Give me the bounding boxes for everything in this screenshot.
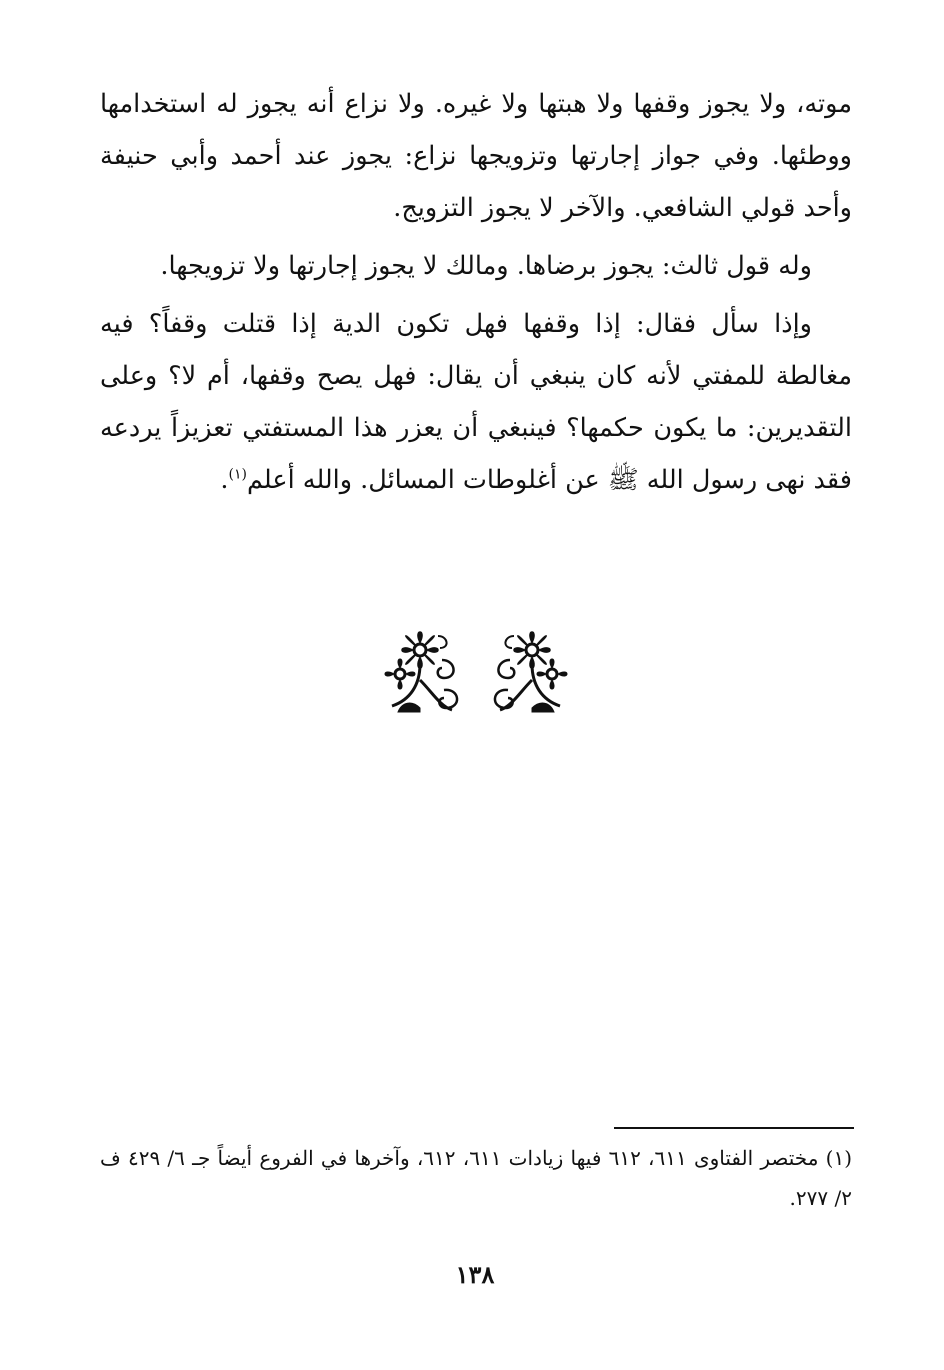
footnote-1: (١) مختصر الفتاوى ٦١١، ٦١٢ فيها زيادات ٦١١، ٦١٢، وآخرها في الفروع أيضاً جـ ٦/ ٤٢٩ ف ٢/ ٢٧٧. [100,1146,853,1210]
page-number: ١٣٨ [455,1260,495,1289]
paragraph-3-text: وإذا سأل فقال: إذا وقفها فهل تكون الدية إذا قتلت وقفاً؟ فيه مغالطة للمفتي لأنه كان ينبغي أن يقال: فهل يصح وقفها، أم لا؟ وعلى التقديرين: ما يكون حكمها؟ فينبغي أن يعزر هذا المستفتي تعزيزاً يردعه فقد نهى رسول الله ﷺ عن أغلوطات المسائل. والله أعلم [100,309,852,495]
footnote-reference: (١) [228,466,247,483]
paragraph-2: وله قول ثالث: يجوز برضاها. ومالك لا يجوز إجارتها ولا تزويجها. [160,251,812,281]
main-text [100,78,852,512]
paragraph-3 [100,298,852,506]
paragraph-1: موته، ولا يجوز وقفها ولا هبتها ولا غيره. ولا نزاع أنه يجوز له استخدامها ووطئها. وفي جواز إجارتها وتزويجها نزاع: يجوز عند أحمد وأبي حنيفة وأحد قولي الشافعي. والآخر لا يجوز التزويج. [100,89,852,223]
footnote-separator [614,1127,854,1129]
footnotes [100,1138,852,1218]
floral-ornament-icon [382,630,570,716]
paragraph-3-end: . [220,465,229,495]
